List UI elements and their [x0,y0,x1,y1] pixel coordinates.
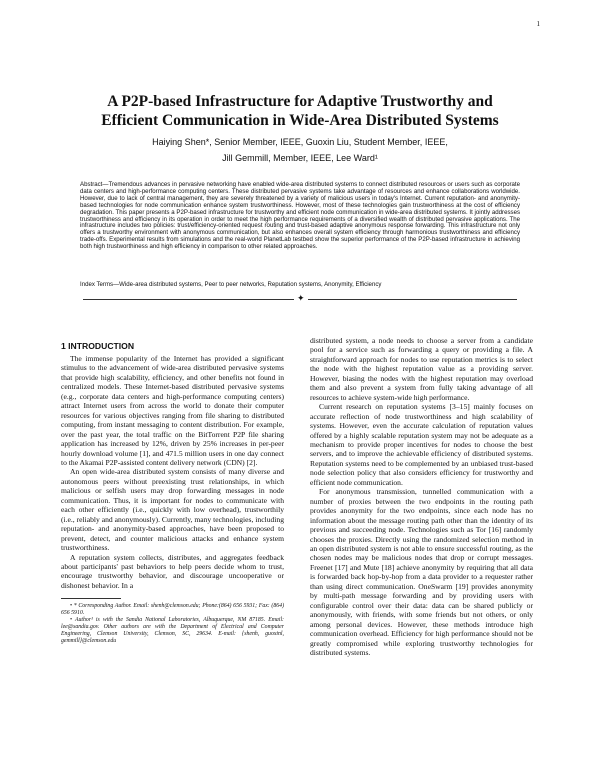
abstract: Abstract—Tremendous advances in pervasive networking have enabled wide-area distributed systems to connect distributed resources or users such as corporate data centers and high-performance computing centers. These distributed pervasive systems take advantage of resources and enhance collaborations worldwide. However, due to lack of central management, they are severely threatened by a variety of malicious users in today's Internet. Current reputation- and anonymity-based technologies for node communication enhance system trustworthiness. However, most of these technologies gain trustworthiness at the cost of efficiency degradation. This paper presents a P2P-based infrastructure for trustworthy and efficient node communication in wide-area distributed systems. It jointly addresses trustworthiness and efficiency in its operation in order to meet the high performance requirements of a diversified wealth of distributed pervasive applications. The infrastructure includes two policies: trust/efficiency-oriented request routing and trust-based adaptive anonymous response forwarding. This infrastructure not only offers a trustworthy environment with anonymous communication, but also enhances overall system efficiency through harmonious trustworthiness and efficiency trade-offs. Experimental results from simulations and the real-world PlanetLab testbed show the superior performance of the P2P-based infrastructure in achieving both high trustworthiness and high efficiency in comparison to other related approaches. [80,181,520,251]
title-line-2: Efficient Communication in Wide-Area Distributed Systems [101,112,499,129]
body-paragraph: Current research on reputation systems [3–15] mainly focuses on accurate reflection of node trustworthiness and high scalability of systems. However, even the accurate calculation of reputation values offered by a highly scalable reputation system may not be adequate as a mechanism to provide proper incentives for nodes to choose the best servers, and to improve the achievable efficiency of distributed systems. Reputation systems need to be complemented by an unbiased trust-based node selection policy that also considers efficiency for trustworthy and efficient node communication. [310,402,533,487]
footnote-rule [61,598,121,599]
section-heading: 1 INTRODUCTION [61,341,135,351]
left-column [61,336,284,645]
body-paragraph: For anonymous transmission, tunnelled communication with a number of proxies between the two endpoints in the routing path provides anonymity for the two endpoints, since each node has no information about the message routing path other than the identity of its previous and succeeding node. Technologies such as Tor [16] randomly chooses the proxies. Directly using the randomized selection method in an open distributed system is not able to ensure successful routing, as the chosen nodes may be malicious nodes that drop or corrupt messages. Freenet [17] and Mute [18] achieve anonymity by requiring that all data is forwarded back hop-by-hop from a data provider to a requester rather than using direct communication. OneSwarm [19] provides anonymity by multi-path message forwarding and by providing users with configurable control over their data: data can be shared publicly or anonymously, with friends, with some friends but not others, or only among personal devices. However, these methods introduce high communication overhead. Efficiency for high performance should not be greatly compromised while exploring trustworthy technologies for distributed systems. [310,487,533,657]
index-terms: Index Terms—Wide-area distributed systems, Peer to peer networks, Reputation systems, Anonymity, Efficiency [80,281,382,288]
page-number: 1 [536,20,540,28]
right-column [310,336,533,657]
authors-line-1: Haiying Shen*, Senior Member, IEEE, Guoxin Liu, Student Member, IEEE, [152,137,448,147]
divider-diamond-icon: ✦ [294,294,308,304]
body-paragraph: A reputation system collects, distributes, and aggregates feedback about participants' past behaviors to help peers decide whom to trust, encourage trustworthy behavior, and discourage uncooperative or dishonest behavior. In a [61,552,284,590]
body-paragraph: distributed system, a node needs to choose a server from a candidate pool for a service such as forwarding a query or providing a file. A straightforward approach for nodes to use reputation metrics is to select the node with the highest reputation value as a providing server. However, biasing the nodes with the highest reputation may overload them and also prevent a system from fully taking advantage of all resources to achieve system-wide high performance. [310,336,533,402]
author-list [60,134,540,166]
footnote: • * Corresponding Author. Email: shenh@clemson.edu; Phone:(864) 656 5931; Fax: (864) 656 5910. [61,603,284,617]
authors-line-2: Jill Gemmill, Member, IEEE, Lee Ward¹ [222,153,378,163]
body-paragraph: The immense popularity of the Internet has provided a significant stimulus to the advancement of wide-area distributed pervasive systems that provide high scalability, efficiency, and other benefits not found in centralized models. These Internet-based distributed pervasive systems (e.g., corporate data centers and high-performance computing centers) attract Internet users from across the world to donate their computer resources for various objectives ranging from file sharing to distributed computing, from instant messaging to content distribution. For example, over the past year, the total traffic on the BitTorrent P2P file sharing application has increased by 12%, driven by 25% increases in per-peer hourly download volume [1], and 471.5 million users in one day connect to the Akamai P2P-assisted content delivery network (CDN) [2]. [61,354,284,467]
body-paragraph: An open wide-area distributed system consists of many diverse and autonomous peers without preexisting trust relationships, in which malicious or selfish users may drop forwarding messages in node communication. Thus, it is important for nodes to communicate with each other efficiently (i.e., quickly with low overhead), trustworthily (i.e., reliably and anonymously). Currently, many technologies, including reputation- and anonymity-based approaches, have been proposed to prevent, detect, and counter malicious attacks and enhance system trustworthiness. [61,467,284,553]
paper-title [60,92,540,130]
title-line-1: A P2P-based Infrastructure for Adaptive Trustworthy and [107,93,493,110]
footnote: • Author¹ is with the Sandia National Laboratories, Albuquerque, NM 87185. Email: lee@sandia.gov. Other authors are with the Department of Electrical and Computer Engineering, Clemson University, Clemson, SC, 29634. E-mail: {shenh, guoxinl, gemmill}@clemson.edu [61,617,284,645]
